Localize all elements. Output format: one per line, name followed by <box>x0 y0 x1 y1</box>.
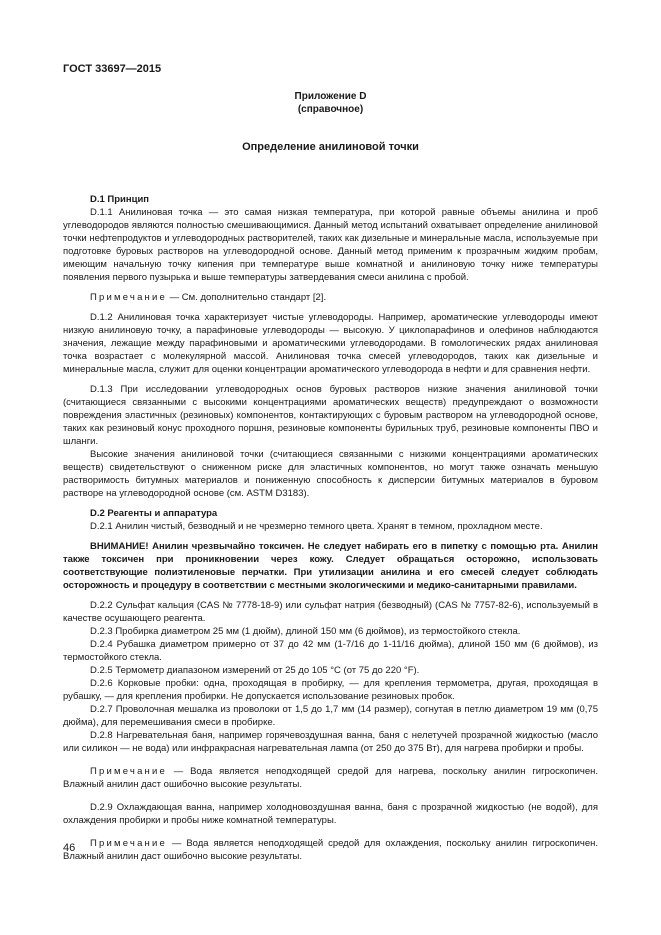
paragraph-d2-8: D.2.8 Нагревательная баня, например горячевоздушная ванна, баня с нелетучей прозрачной жидкостью (масло или силикон — не вода) или инфракрасная нагревательная лампа (от 250 до 375 Вт), для нагрева пробирки и пробы. <box>63 730 598 754</box>
section-heading-d1: D.1 Принцип <box>90 194 150 205</box>
note-text: — Вода является неподходящей средой для охлаждения, поскольку анилин гигроскопичен. Влажный анилин даст ошибочно высокие результаты. <box>63 838 598 862</box>
paragraph-d2-5: D.2.5 Термометр диапазоном измерений от 25 до 105 °C (от 75 до 220 °F). <box>90 665 420 676</box>
note-2 <box>63 765 598 791</box>
appendix-title: Приложение D <box>294 91 367 102</box>
paragraph-d1-1: D.1.1 Анилиновая точка — это самая низкая температура, при которой равные объемы анилина и проб углеводородов являются полностью смешивающимися. Данный метод испытаний охватывает определение анилиновой точки нефтепродуктов и углеводородных растворителей, таких как дизельные и минеральные масла, используемые при подготовке буровых растворов на углеводородной основе. Данный метод применим к прозрачным жидким пробам, имеющим начальную точку кипения при температуре выше комнатной и анилиновую точку ниже температуры появления первого пузырька и выше температуры затвердевания смеси анилина с пробой. <box>63 207 598 283</box>
warning-paragraph: ВНИМАНИЕ! Анилин чрезвычайно токсичен. Не следует набирать его в пипетку с помощью рта. Анилин также токсичен при проникновении через кожу. Следует обращаться осторожно, использовать соответствующие полиэтиленовые перчатки. При утилизации анилина и его смесей следует соблюдать осторожность и процедуру в соответствии с местными экологическими и медико-санитарными правилами. <box>63 541 598 591</box>
note-text: — Вода является неподходящей средой для нагрева, поскольку анилин гигроскопичен. Влажный анилин даст ошибочно высокие результаты. <box>63 766 598 790</box>
paragraph-d2-7: D.2.7 Проволочная мешалка из проволоки от 1,5 до 1,7 мм (14 размер), согнутая в петлю диаметром 19 мм (0,75 дюйма), для перемешивания смеси в пробирке. <box>63 704 598 728</box>
paragraph-d1-2: D.1.2 Анилиновая точка характеризует чистые углеводороды. Например, ароматические углеводороды имеют низкую анилиновую точку, а парафиновые углеводороды — высокую. У циклопарафинов и олефинов наблюдаются значения, лежащие между парафиновыми и ароматическими углеводородами. В гомологических рядах анилиновая точка возрастает с молекулярной массой. Анилиновая точка смесей углеводородов, таких как дизельные и минеральные масла, служит для оценки концентрации ароматического углеводорода в нефти и для сравнения нефти. <box>63 312 598 375</box>
paragraph-d2-1: D.2.1 Анилин чистый, безводный и не чрезмерно темного цвета. Хранят в темном, прохладном месте. <box>90 521 543 532</box>
appendix-subtitle: (справочное) <box>297 104 364 115</box>
paragraph-d1-3: D.1.3 При исследовании углеводородных основ буровых растворов низкие значения анилиновой точки (считающиеся связанными с высокими концентрациями ароматических веществ) предупреждают о возможности повреждения эластичных (резиновых) компонентов, контактирующих с буровым раствором на углеводородной основе, таких как резиновый конус проходного поршня, резиновые компоненты бурильных труб, резиновые компоненты ПВО и шланги. <box>63 384 598 447</box>
note-label: Примечание <box>90 766 167 777</box>
note-1 <box>63 291 598 304</box>
paragraph-d2-3: D.2.3 Пробирка диаметром 25 мм (1 дюйм), длиной 150 мм (6 дюймов), из термостойкого стекла. <box>90 626 521 637</box>
paragraph-d2-4: D.2.4 Рубашка диаметром примерно от 37 до 42 мм (1-7/16 до 1-11/16 дюйма), длиной 150 мм (6 дюймов), из термостойкого стекла. <box>63 639 598 663</box>
document-title: Определение анилиновой точки <box>242 141 419 153</box>
appendix-header <box>0 90 661 116</box>
note-label: Примечание <box>90 838 167 849</box>
section-heading-d2: D.2 Реагенты и аппаратура <box>90 508 218 519</box>
paragraph-d2-2: D.2.2 Сульфат кальция (CAS № 7778-18-9) или сульфат натрия (безводный) (CAS № 7757-82-6), используемый в качестве осушающего реагента. <box>63 600 598 624</box>
note-3 <box>63 837 598 863</box>
note-text: — См. дополнительно стандарт [2]. <box>167 292 327 303</box>
note-label: Примечание <box>90 292 167 303</box>
page-number: 46 <box>63 842 76 854</box>
paragraph-d1-4: Высокие значения анилиновой точки (считающиеся связанными с низкими концентрациями ароматических веществ) свидетельствуют о сниженном риске для эластичных компонентов, но могут также означать меньшую растворимость битумных материалов и пониженную способность к дисперсии битумных материалов в буровом растворе на углеводородной основе (см. ASTM D3183). <box>63 449 598 499</box>
standard-code: ГОСТ 33697—2015 <box>63 63 162 75</box>
paragraph-d2-6: D.2.6 Корковые пробки: одна, проходящая в пробирку, — для крепления термометра, другая, проходящая в рубашку, — для крепления пробирки. Не допускается использование резиновых пробок. <box>63 678 598 702</box>
paragraph-d2-9: D.2.9 Охлаждающая ванна, например холодновоздушная ванна, баня с прозрачной жидкостью (не водой), для охлаждения пробирки и пробы ниже комнатной температуры. <box>63 802 598 826</box>
document-body <box>63 193 598 863</box>
